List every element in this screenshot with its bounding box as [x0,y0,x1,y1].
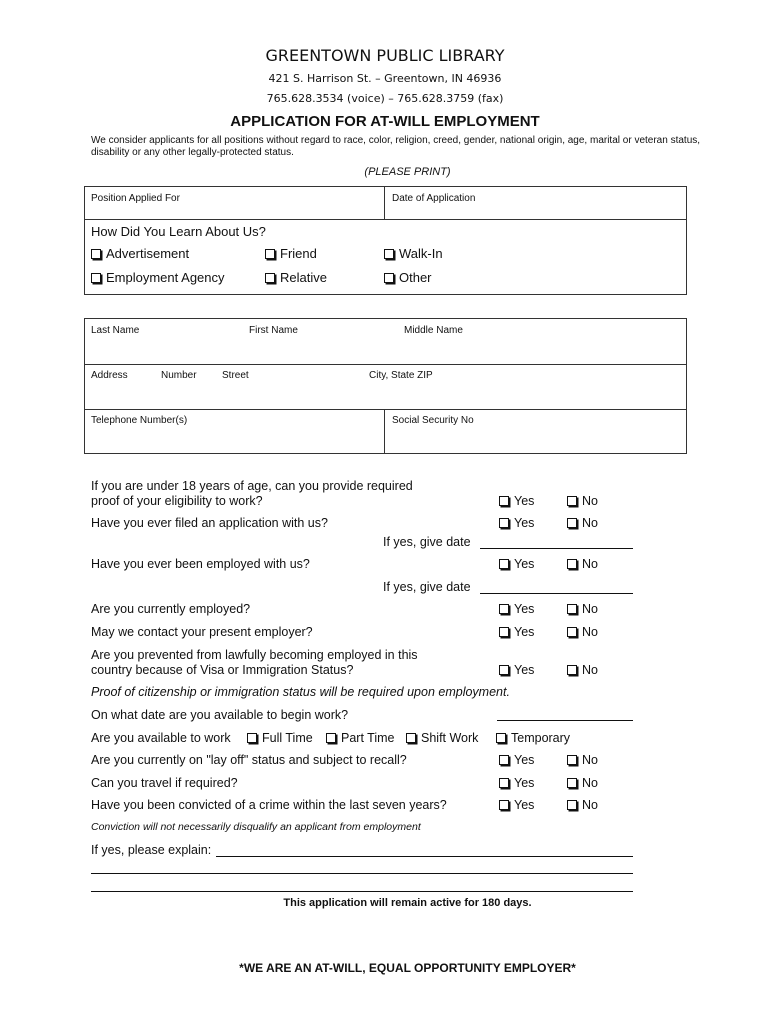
explain-input-line-2[interactable] [91,873,633,874]
filed-yes[interactable]: Yes [499,516,534,530]
checkbox-icon[interactable] [384,249,394,259]
work-part-time[interactable]: Part Time [326,731,395,745]
equal-opportunity-note: *WE ARE AN AT-WILL, EQUAL OPPORTUNITY EMPLOYER* [239,961,576,975]
last-name-field[interactable]: Last Name [91,325,140,336]
checkbox-icon[interactable] [567,665,577,675]
ssn-field[interactable]: Social Security No [392,415,474,426]
library-name: GREENTOWN PUBLIC LIBRARY [265,46,505,65]
under18-no[interactable]: No [567,494,598,508]
checkbox-icon[interactable] [567,778,577,788]
option-friend[interactable]: Friend [265,246,317,261]
explain-label: If yes, please explain: [91,843,212,857]
checkbox-icon[interactable] [567,755,577,765]
checkbox-icon[interactable] [567,800,577,810]
question-employed-with-us: Have you ever been employed with us? [91,557,310,571]
layoff-no[interactable]: No [567,753,598,767]
checkbox-icon[interactable] [567,496,577,506]
position-box [84,186,687,295]
visa-yes[interactable]: Yes [499,663,534,677]
question-available-to-work: Are you available to work [91,731,231,745]
position-applied-field[interactable]: Position Applied For [91,193,180,204]
checkbox-icon[interactable] [499,665,509,675]
number-field[interactable]: Number [161,370,197,381]
proof-citizenship-note: Proof of citizenship or immigration status will be required upon employment. [91,685,510,699]
work-shift-work[interactable]: Shift Work [406,731,478,745]
checkbox-icon[interactable] [499,778,509,788]
address-label: Address [91,370,128,381]
personal-info-box [84,318,687,454]
checkbox-icon[interactable] [499,496,509,506]
under18-yes[interactable]: Yes [499,494,534,508]
contact-yes[interactable]: Yes [499,625,534,639]
convicted-yes[interactable]: Yes [499,798,534,812]
work-full-time[interactable]: Full Time [247,731,313,745]
intro-statement: We consider applicants for all positions without regard to race, color, religion, creed, gender, national origin, age, marital or veteran status, disability or any other legally-protected status. [91,135,701,158]
filed-no[interactable]: No [567,516,598,530]
checkbox-icon[interactable] [406,733,416,743]
explain-input-line-1[interactable] [216,856,633,857]
checkbox-icon[interactable] [499,800,509,810]
please-print-note: (PLEASE PRINT) [364,166,451,178]
currently-no[interactable]: No [567,602,598,616]
option-relative[interactable]: Relative [265,270,327,285]
checkbox-icon[interactable] [499,755,509,765]
checkbox-icon[interactable] [265,273,275,283]
checkbox-icon[interactable] [247,733,257,743]
layoff-yes[interactable]: Yes [499,753,534,767]
question-contact-employer: May we contact your present employer? [91,625,313,639]
first-name-field[interactable]: First Name [249,325,298,336]
date-of-application-field[interactable]: Date of Application [392,193,476,204]
question-travel: Can you travel if required? [91,776,238,790]
checkbox-icon[interactable] [265,249,275,259]
employed-us-yes[interactable]: Yes [499,557,534,571]
checkbox-icon[interactable] [499,627,509,637]
page-title: APPLICATION FOR AT-WILL EMPLOYMENT [230,113,540,130]
travel-no[interactable]: No [567,776,598,790]
active-duration-note: This application will remain active for 180 days. [283,897,532,909]
conviction-note: Conviction will not necessarily disqualify an applicant from employment [91,821,421,833]
filed-date-label: If yes, give date [383,535,471,549]
library-address: 421 S. Harrison St. – Greentown, IN 46936 [268,72,502,85]
street-field[interactable]: Street [222,370,249,381]
checkbox-icon[interactable] [384,273,394,283]
question-under-18: If you are under 18 years of age, can you provide required proof of your eligibility to work? [91,479,413,508]
checkbox-icon[interactable] [499,604,509,614]
employed-date-label: If yes, give date [383,580,471,594]
currently-yes[interactable]: Yes [499,602,534,616]
checkbox-icon[interactable] [567,518,577,528]
filed-date-input[interactable] [480,548,633,549]
option-walk-in[interactable]: Walk-In [384,246,443,261]
checkbox-icon[interactable] [326,733,336,743]
learn-about-question: How Did You Learn About Us? [91,224,266,239]
question-convicted: Have you been convicted of a crime within the last seven years? [91,798,447,812]
question-available-date: On what date are you available to begin work? [91,708,349,722]
question-visa-status: Are you prevented from lawfully becoming employed in this country because of Visa or Immigration Status? [91,648,418,677]
city-state-zip-field[interactable]: City, State ZIP [369,370,433,381]
checkbox-icon[interactable] [499,559,509,569]
checkbox-icon[interactable] [567,627,577,637]
checkbox-icon[interactable] [567,559,577,569]
visa-no[interactable]: No [567,663,598,677]
explain-input-line-3[interactable] [91,891,633,892]
question-lay-off: Are you currently on "lay off" status and subject to recall? [91,753,407,767]
option-advertisement[interactable]: Advertisement [91,246,189,261]
middle-name-field[interactable]: Middle Name [404,325,463,336]
question-filed-application: Have you ever filed an application with us? [91,516,328,530]
convicted-no[interactable]: No [567,798,598,812]
travel-yes[interactable]: Yes [499,776,534,790]
work-temporary[interactable]: Temporary [496,731,570,745]
checkbox-icon[interactable] [91,249,101,259]
option-other[interactable]: Other [384,270,432,285]
checkbox-icon[interactable] [567,604,577,614]
available-date-input[interactable] [497,720,633,721]
question-currently-employed: Are you currently employed? [91,602,251,616]
telephone-field[interactable]: Telephone Number(s) [91,415,188,426]
checkbox-icon[interactable] [499,518,509,528]
contact-no[interactable]: No [567,625,598,639]
library-phone: 765.628.3534 (voice) – 765.628.3759 (fax) [266,92,504,105]
employed-date-input[interactable] [480,593,633,594]
employed-us-no[interactable]: No [567,557,598,571]
checkbox-icon[interactable] [91,273,101,283]
checkbox-icon[interactable] [496,733,506,743]
option-employment-agency[interactable]: Employment Agency [91,270,225,285]
